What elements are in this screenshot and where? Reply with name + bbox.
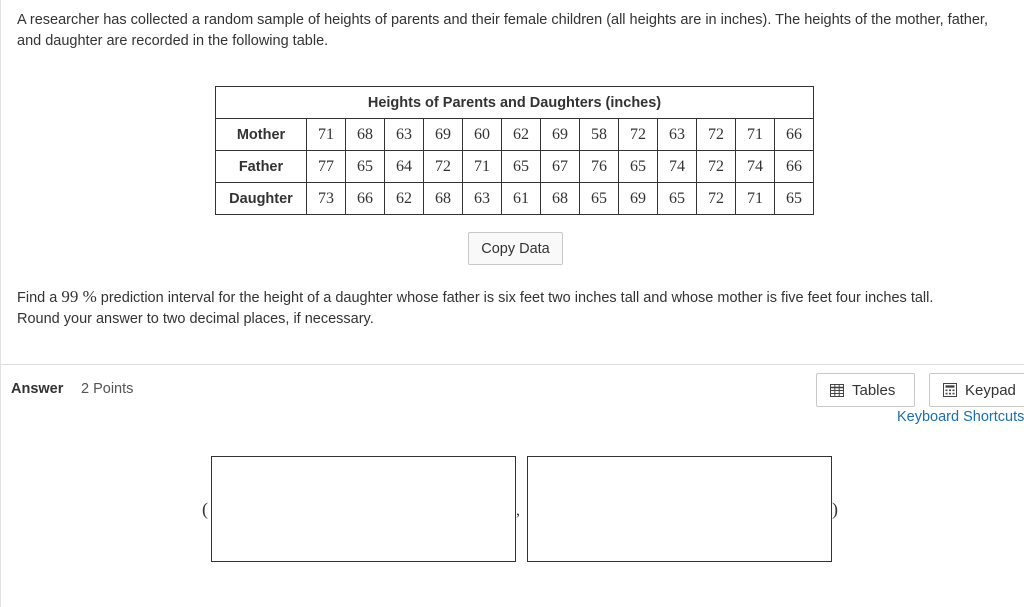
confidence-level: 99 %: [61, 287, 97, 306]
table-cell: 61: [502, 183, 541, 215]
table-cell: 76: [580, 151, 619, 183]
table-cell: 68: [541, 183, 580, 215]
table-cell: 72: [697, 119, 736, 151]
table-row-daughter: [216, 183, 814, 215]
points-label: 2 Points: [81, 381, 134, 397]
question-part1: Find a: [17, 290, 62, 306]
table-cell: 66: [775, 151, 814, 183]
intro-text: A researcher has collected a random sample of heights of parents and their female children (all heights are in inches). The heights of the mother, father, and daughter are recorded in the following table.: [17, 12, 988, 49]
table-cell: 69: [619, 183, 658, 215]
table-cell: 72: [697, 183, 736, 215]
table-cell: 63: [385, 119, 424, 151]
table-cell: 63: [658, 119, 697, 151]
table-cell: 69: [424, 119, 463, 151]
table-cell: 58: [580, 119, 619, 151]
table-cell: 65: [346, 151, 385, 183]
table-cell: 65: [619, 151, 658, 183]
table-cell: 67: [541, 151, 580, 183]
tables-button[interactable]: [816, 373, 915, 407]
row-label-father: Father: [216, 151, 307, 183]
row-label-daughter: Daughter: [216, 183, 307, 215]
question-rounding-note: Round your answer to two decimal places, if necessary.: [17, 311, 374, 327]
table-cell: 68: [424, 183, 463, 215]
table-cell: 77: [307, 151, 346, 183]
calculator-icon: [943, 383, 957, 397]
keypad-button-label: Keypad: [965, 381, 1016, 399]
table-cell: 72: [424, 151, 463, 183]
copy-data-button[interactable]: Copy Data: [468, 232, 563, 265]
question-text: [17, 286, 1017, 330]
keypad-button[interactable]: [929, 373, 1024, 407]
interval-comma: ,: [516, 502, 520, 519]
tables-button-label: Tables: [852, 381, 896, 399]
table-row-father: [216, 151, 814, 183]
table-caption: Heights of Parents and Daughters (inches): [216, 87, 814, 119]
table-cell: 63: [463, 183, 502, 215]
open-paren: (: [202, 499, 208, 519]
table-cell: 74: [736, 151, 775, 183]
table-cell: 65: [775, 183, 814, 215]
keyboard-shortcuts-link[interactable]: Keyboard Shortcuts: [897, 409, 1024, 425]
table-cell: 62: [502, 119, 541, 151]
close-paren: ): [832, 499, 838, 519]
table-grid-icon: [830, 384, 844, 397]
table-cell: 64: [385, 151, 424, 183]
table-cell: 65: [580, 183, 619, 215]
table-cell: 66: [775, 119, 814, 151]
table-cell: 72: [619, 119, 658, 151]
table-cell: 69: [541, 119, 580, 151]
row-label-mother: Mother: [216, 119, 307, 151]
answer-label: Answer: [11, 381, 64, 397]
table-cell: 65: [502, 151, 541, 183]
table-row-mother: [216, 119, 814, 151]
table-cell: 71: [463, 151, 502, 183]
table-cell: 65: [658, 183, 697, 215]
table-cell: 71: [736, 119, 775, 151]
table-cell: 72: [697, 151, 736, 183]
table-caption-row: [216, 87, 814, 119]
question-part2: prediction interval for the height of a daughter whose father is six feet two inches tall and whose mother is five feet four inches tall.: [96, 290, 934, 306]
table-cell: 60: [463, 119, 502, 151]
table-cell: 68: [346, 119, 385, 151]
table-cell: 66: [346, 183, 385, 215]
table-cell: 71: [736, 183, 775, 215]
table-cell: 74: [658, 151, 697, 183]
interval-lower-input[interactable]: [211, 456, 516, 562]
table-cell: 62: [385, 183, 424, 215]
section-divider: [1, 364, 1024, 365]
table-cell: 71: [307, 119, 346, 151]
heights-table: [215, 86, 814, 215]
table-cell: 73: [307, 183, 346, 215]
interval-upper-input[interactable]: [527, 456, 832, 562]
